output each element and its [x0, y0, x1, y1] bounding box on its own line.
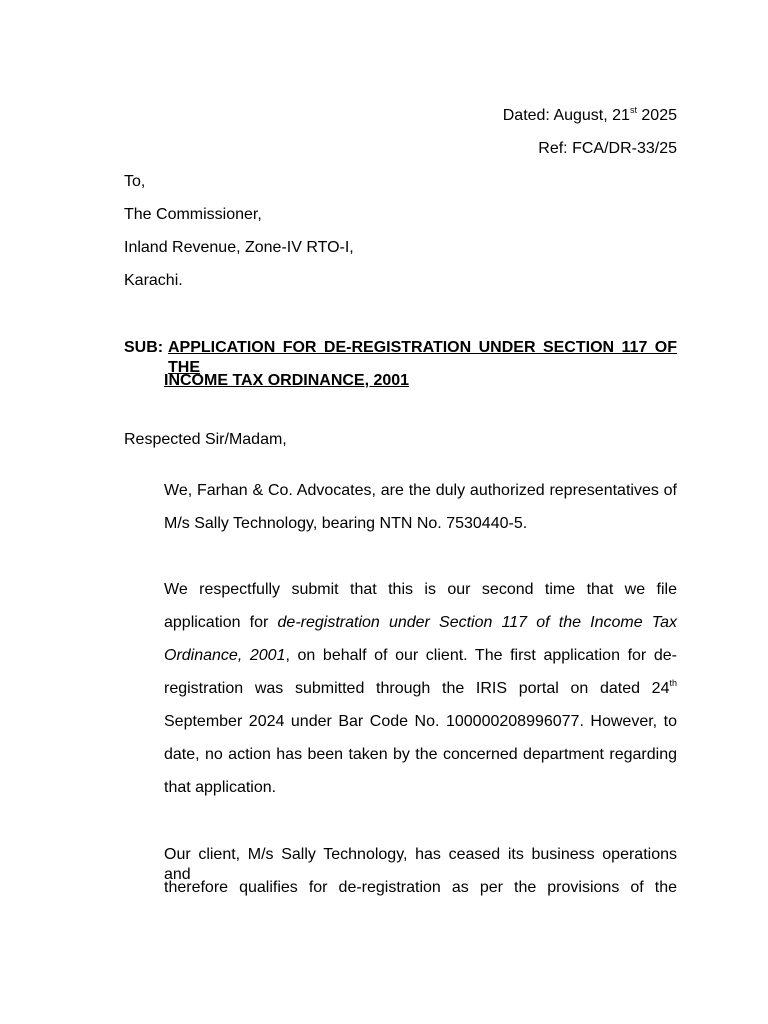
subject-label: SUB: — [124, 339, 164, 356]
salutation: Respected Sir/Madam, — [124, 431, 287, 448]
para2-line-3-italic: Ordinance, 2001 — [164, 647, 286, 664]
date-line — [503, 106, 677, 126]
addressee-to: To, — [124, 173, 146, 190]
date-ordinal-suffix: st — [629, 104, 637, 115]
para1-line-2: M/s Sally Technology, bearing NTN No. 7530440-5. — [164, 515, 528, 532]
para2-line-2-prefix: application for — [164, 614, 278, 631]
date-year: 2025 — [636, 107, 677, 124]
date-prefix: Dated: August, 21 — [502, 107, 630, 124]
addressee-line-3: Karachi. — [124, 272, 183, 289]
para2-line-5: September 2024 under Bar Code No. 100000208996077. However, to — [164, 713, 677, 730]
para3-line-2: therefore qualifies for de-registration as per the provisions of the — [164, 879, 677, 896]
para1-line-1: We, Farhan & Co. Advocates, are the duly authorized representatives of — [164, 482, 677, 499]
para2-line-4-ordinal-suffix: th — [669, 677, 677, 688]
para2-line-4 — [164, 679, 677, 699]
para2-line-6: date, no action has been taken by the concerned department regarding — [164, 746, 677, 763]
addressee-line-1: The Commissioner, — [124, 206, 262, 223]
addressee-line-2: Inland Revenue, Zone-IV RTO-I, — [124, 239, 354, 256]
para2-line-3-rest: , on behalf of our client. The first application for de- — [285, 647, 677, 664]
para2-line-2-italic: de-registration under Section 117 of the Income Tax — [277, 614, 678, 631]
para2-line-1: We respectfully submit that this is our second time that we file — [164, 581, 677, 598]
subject-line-1: APPLICATION FOR DE-REGISTRATION UNDER SECTION 117 OF THE — [168, 339, 677, 376]
para2-line-3 — [164, 646, 677, 666]
para2-line-4-text: registration was submitted through the IRIS portal on dated 24 — [164, 680, 670, 697]
reference-line: Ref: FCA/DR-33/25 — [538, 140, 677, 157]
para2-line-7: that application. — [164, 779, 277, 796]
para3-line-1: Our client, M/s Sally Technology, has ceased its business operations and — [164, 846, 677, 883]
subject-line-2: INCOME TAX ORDINANCE, 2001 — [164, 372, 410, 389]
para2-line-2 — [164, 613, 677, 633]
